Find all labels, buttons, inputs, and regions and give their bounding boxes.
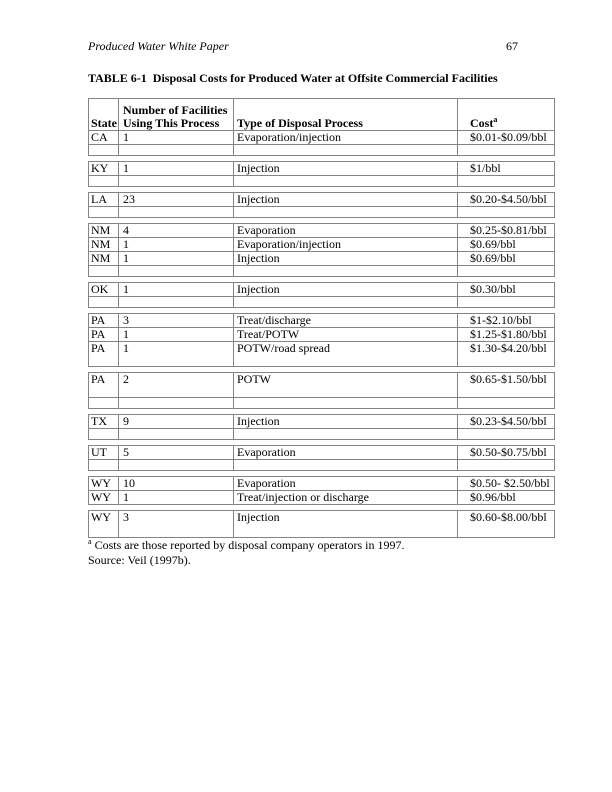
- table-row: [89, 342, 555, 367]
- col-header-facilities-line1: Number of Facilities: [123, 103, 228, 117]
- table-header-row: [89, 99, 555, 131]
- spacer-cell: [234, 266, 458, 277]
- table-row: [89, 477, 555, 491]
- col-header-process: Type of Disposal Process: [234, 99, 458, 131]
- disposal-costs-table: [88, 98, 555, 543]
- spacer-row: [89, 429, 555, 440]
- spacer-cell: [234, 207, 458, 218]
- spacer-cell: [234, 429, 458, 440]
- spacer-cell: [234, 297, 458, 308]
- spacer-cell: [89, 266, 119, 277]
- spacer-cell: [234, 460, 458, 471]
- cell-state: WY: [89, 491, 119, 505]
- spacer-cell: [458, 207, 555, 218]
- table-row: [89, 162, 555, 176]
- cell-process: Evaporation/injection: [234, 238, 458, 252]
- table-row: [89, 415, 555, 429]
- page-number: 67: [506, 39, 518, 53]
- cell-count: 1: [119, 238, 234, 252]
- cell-cost: $1-$2.10/bbl: [458, 314, 555, 328]
- document-title: Produced Water White Paper: [88, 39, 229, 53]
- table-section: [88, 476, 555, 505]
- cell-state: CA: [89, 131, 119, 145]
- spacer-cell: [89, 207, 119, 218]
- cell-state: NM: [89, 238, 119, 252]
- cell-count: 3: [119, 511, 234, 538]
- table-row: [89, 314, 555, 328]
- spacer-cell: [119, 145, 234, 156]
- col-header-cost-label: Cost: [470, 116, 494, 130]
- cell-state: KY: [89, 162, 119, 176]
- cell-cost: $0.50- $2.50/bbl: [458, 477, 555, 491]
- spacer-cell: [234, 398, 458, 409]
- table-row: [89, 283, 555, 297]
- cell-state: WY: [89, 511, 119, 538]
- cell-count: 1: [119, 162, 234, 176]
- cell-process: POTW: [234, 373, 458, 398]
- table-row: [89, 252, 555, 266]
- cell-count: 1: [119, 328, 234, 342]
- cell-state: TX: [89, 415, 119, 429]
- cell-count: 3: [119, 314, 234, 328]
- table-row: [89, 131, 555, 145]
- table-row: [89, 373, 555, 398]
- cell-state: PA: [89, 373, 119, 398]
- table-row: [89, 511, 555, 538]
- footnote-text: Costs are those reported by disposal company operators in 1997.: [94, 538, 405, 552]
- spacer-cell: [119, 297, 234, 308]
- table-section: [88, 313, 555, 367]
- cell-count: 1: [119, 252, 234, 266]
- spacer-cell: [458, 266, 555, 277]
- cell-state: PA: [89, 314, 119, 328]
- cell-count: 5: [119, 446, 234, 460]
- spacer-row: [89, 398, 555, 409]
- cost-superscript: a: [493, 115, 498, 124]
- cell-count: 23: [119, 193, 234, 207]
- spacer-cell: [458, 398, 555, 409]
- col-header-facilities: [119, 99, 234, 131]
- cell-count: 10: [119, 477, 234, 491]
- running-header: [88, 39, 518, 54]
- cell-process: Treat/discharge: [234, 314, 458, 328]
- spacer-cell: [119, 176, 234, 187]
- spacer-row: [89, 460, 555, 471]
- col-header-cost: [458, 99, 555, 131]
- cell-cost: $0.20-$4.50/bbl: [458, 193, 555, 207]
- spacer-cell: [458, 429, 555, 440]
- spacer-cell: [119, 398, 234, 409]
- cell-process: Treat/injection or discharge: [234, 491, 458, 505]
- spacer-cell: [119, 266, 234, 277]
- cell-process: Injection: [234, 252, 458, 266]
- cell-process: POTW/road spread: [234, 342, 458, 367]
- table-row: [89, 238, 555, 252]
- table-row: [89, 491, 555, 505]
- spacer-cell: [234, 145, 458, 156]
- spacer-cell: [119, 207, 234, 218]
- cell-cost: $0.30/bbl: [458, 283, 555, 297]
- cell-process: Evaporation: [234, 224, 458, 238]
- table-row: [89, 446, 555, 460]
- cell-state: NM: [89, 252, 119, 266]
- cell-cost: $0.01-$0.09/bbl: [458, 131, 555, 145]
- col-header-state: State: [89, 99, 119, 131]
- table-section: [88, 192, 555, 218]
- spacer-cell: [119, 429, 234, 440]
- cell-count: 1: [119, 283, 234, 297]
- table-section: [88, 372, 555, 409]
- cell-process: Injection: [234, 193, 458, 207]
- table-row: [89, 193, 555, 207]
- table-row: [89, 328, 555, 342]
- cell-process: Injection: [234, 162, 458, 176]
- spacer-cell: [89, 398, 119, 409]
- cell-cost: $1.30-$4.20/bbl: [458, 342, 555, 367]
- table-section: [88, 98, 555, 156]
- spacer-cell: [458, 297, 555, 308]
- spacer-cell: [89, 176, 119, 187]
- cell-process: Injection: [234, 415, 458, 429]
- table-section: [88, 282, 555, 308]
- spacer-row: [89, 266, 555, 277]
- spacer-cell: [89, 297, 119, 308]
- cell-state: OK: [89, 283, 119, 297]
- cell-cost: $1.25-$1.80/bbl: [458, 328, 555, 342]
- cell-cost: $0.65-$1.50/bbl: [458, 373, 555, 398]
- cell-count: 9: [119, 415, 234, 429]
- table-section: [88, 445, 555, 471]
- source-citation: Source: Veil (1997b).: [88, 553, 191, 567]
- table-section: [88, 414, 555, 440]
- cell-cost: $0.23-$4.50/bbl: [458, 415, 555, 429]
- spacer-cell: [458, 176, 555, 187]
- cell-count: 1: [119, 491, 234, 505]
- cell-process: Evaporation: [234, 477, 458, 491]
- table-section: [88, 161, 555, 187]
- spacer-cell: [89, 145, 119, 156]
- cell-state: WY: [89, 477, 119, 491]
- cell-cost: $0.96/bbl: [458, 491, 555, 505]
- cell-cost: $0.25-$0.81/bbl: [458, 224, 555, 238]
- table-section: [88, 510, 555, 538]
- cell-count: 1: [119, 131, 234, 145]
- cell-count: 4: [119, 224, 234, 238]
- cell-state: PA: [89, 328, 119, 342]
- spacer-cell: [89, 460, 119, 471]
- col-header-facilities-line2: Using This Process: [123, 116, 220, 130]
- cell-cost: $0.69/bbl: [458, 252, 555, 266]
- table-footnote: [88, 538, 558, 552]
- cell-cost: $1/bbl: [458, 162, 555, 176]
- spacer-row: [89, 145, 555, 156]
- spacer-cell: [89, 429, 119, 440]
- cell-state: UT: [89, 446, 119, 460]
- table-section: [88, 223, 555, 277]
- cell-count: 2: [119, 373, 234, 398]
- spacer-row: [89, 297, 555, 308]
- cell-state: LA: [89, 193, 119, 207]
- cell-cost: $0.60-$8.00/bbl: [458, 511, 555, 538]
- table-caption: TABLE 6-1 Disposal Costs for Produced Water at Offsite Commercial Facilities: [88, 71, 498, 85]
- cell-process: Evaporation/injection: [234, 131, 458, 145]
- table-row: [89, 224, 555, 238]
- spacer-row: [89, 176, 555, 187]
- cell-process: Injection: [234, 511, 458, 538]
- cell-cost: $0.69/bbl: [458, 238, 555, 252]
- spacer-cell: [458, 460, 555, 471]
- cell-cost: $0.50-$0.75/bbl: [458, 446, 555, 460]
- footnote-marker: a: [88, 537, 92, 546]
- spacer-cell: [458, 145, 555, 156]
- spacer-row: [89, 207, 555, 218]
- cell-state: NM: [89, 224, 119, 238]
- cell-process: Evaporation: [234, 446, 458, 460]
- cell-process: Treat/POTW: [234, 328, 458, 342]
- cell-state: PA: [89, 342, 119, 367]
- cell-count: 1: [119, 342, 234, 367]
- cell-process: Injection: [234, 283, 458, 297]
- spacer-cell: [234, 176, 458, 187]
- spacer-cell: [119, 460, 234, 471]
